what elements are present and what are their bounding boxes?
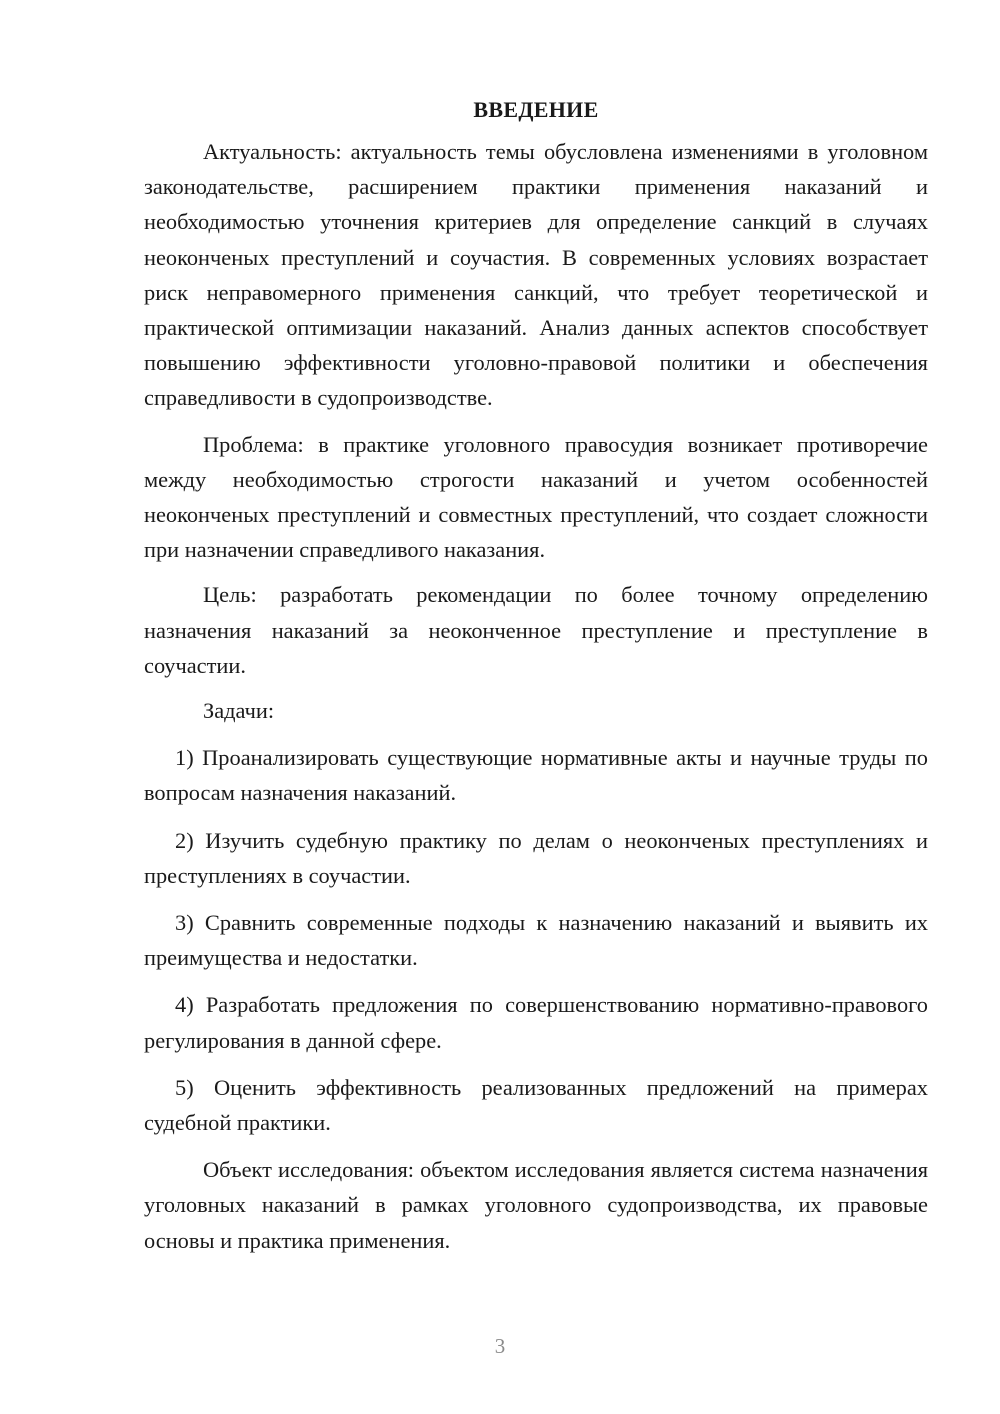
document-body	[144, 95, 928, 1258]
list-item: 5) Оценить эффективность реализованных предложений на примерах судебной практики.	[144, 1074, 928, 1136]
list-item: 3) Сравнить современные подходы к назначению наказаний и выявить их преимущества и недостатки.	[144, 910, 928, 971]
section-title: ВВЕДЕНИЕ	[473, 97, 599, 122]
list-item: 1) Проанализировать существующие нормативные акты и научные труды по вопросам назначения наказаний.	[144, 745, 928, 806]
problem-paragraph: Проблема: в практике уголовного правосудия возникает противоречие между необходимостью строгости наказаний и учетом особенностей неоконченых преступлений и совместных преступлений, что создает сложности при назначении справедливого наказания.	[144, 431, 928, 563]
list-item: 2) Изучить судебную практику по делам о неоконченых преступлениях и преступлениях в соучастии.	[144, 827, 928, 888]
tasks-list	[144, 740, 928, 1140]
list-item: 4) Разработать предложения по совершенствованию нормативно-правового регулирования в данной сфере.	[144, 992, 928, 1053]
tasks-heading: Задачи:	[203, 698, 275, 724]
goal-paragraph: Цель: разработать рекомендации по более точному определению назначения наказаний за неоконченное преступление и преступление в соучастии.	[144, 582, 928, 678]
page-number: 3	[494, 1334, 506, 1358]
object-paragraph: Объект исследования: объектом исследования является система назначения уголовных наказаний в рамках уголовного судопроизводства, их правовые основы и практика применения.	[144, 1157, 928, 1253]
relevance-paragraph: Актуальность: актуальность темы обусловлена изменениями в уголовном законодательстве, расширением практики применения наказаний и необходимостью уточнения критериев для определение санкций в случаях неоконченых преступлений и соучастия. В современных условиях возрастает риск неправомерного применения санкций, что требует теоретической и практической оптимизации наказаний. Анализ данных аспектов способствует повышению эффективности уголовно-правовой политики и обеспечения справедливости в судопроизводстве.	[144, 139, 928, 411]
